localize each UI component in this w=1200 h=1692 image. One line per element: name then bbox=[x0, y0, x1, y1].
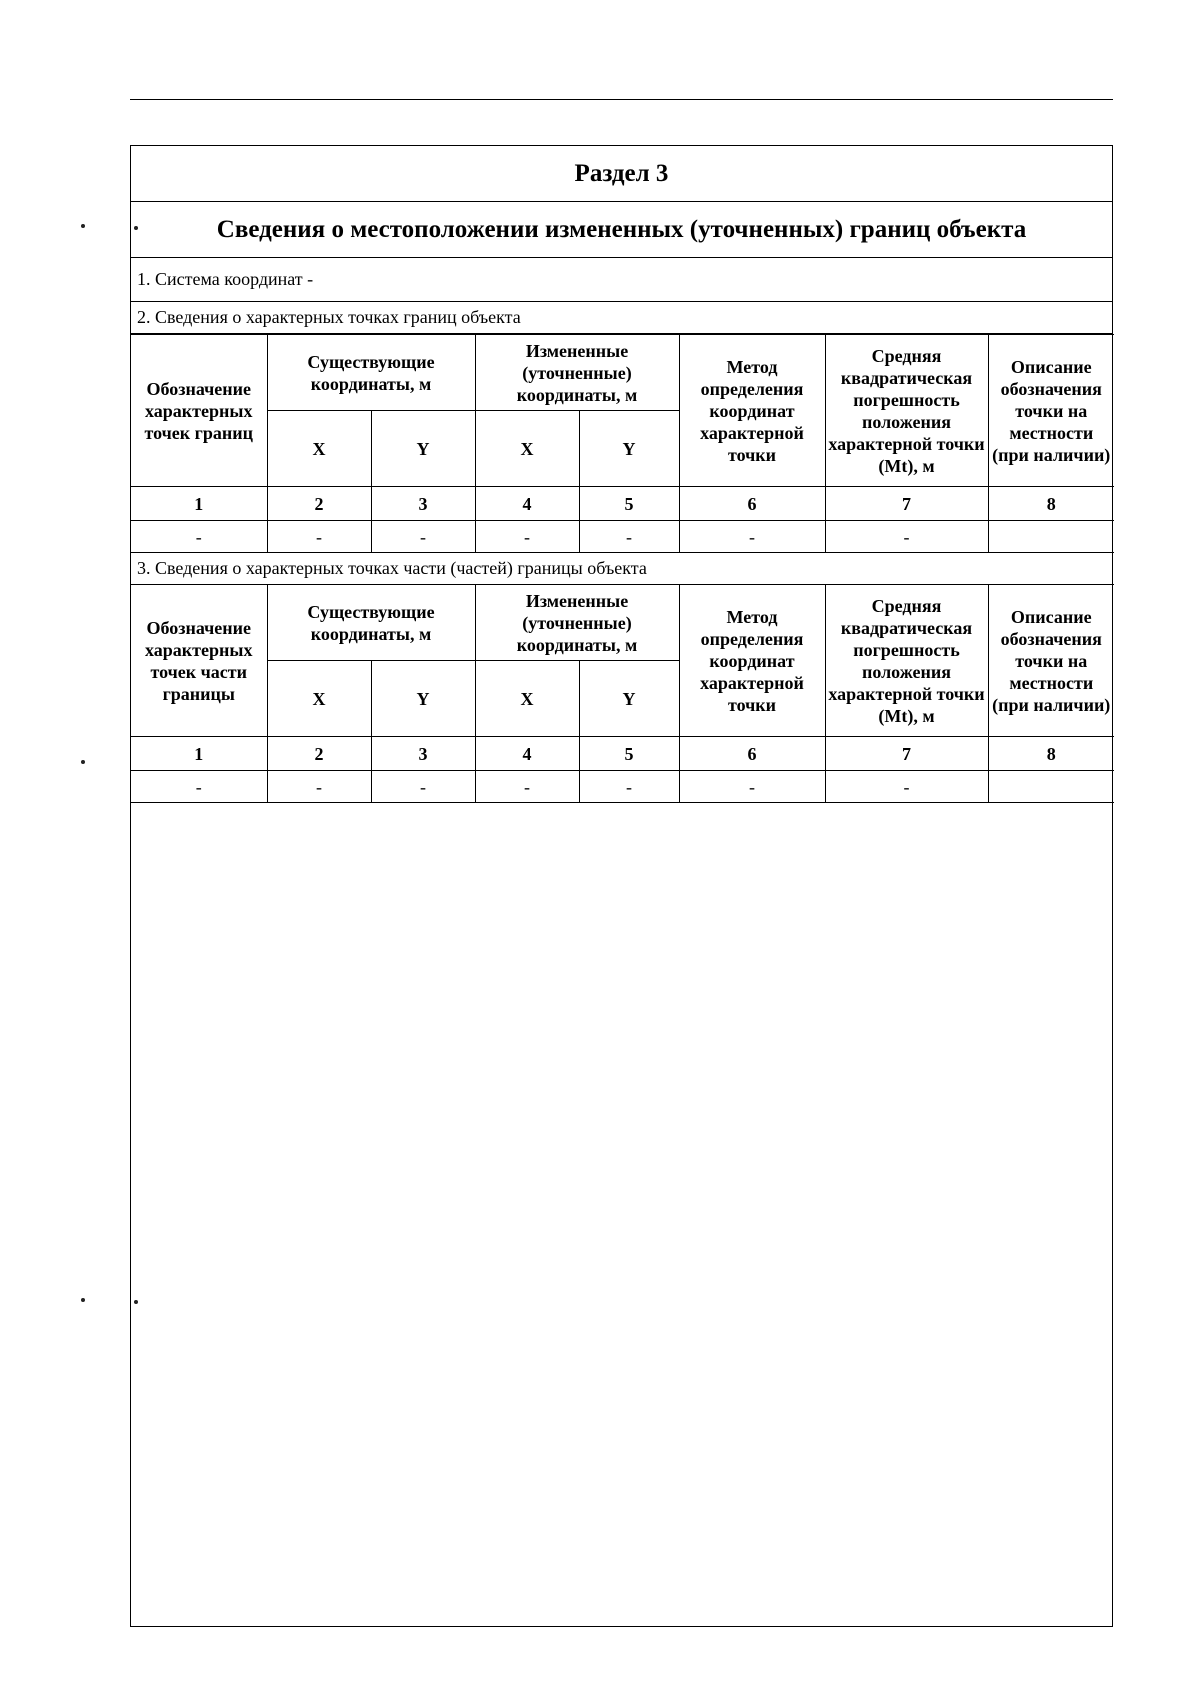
parts-table bbox=[131, 584, 1114, 803]
table-cell: - bbox=[475, 521, 579, 553]
table-cell: - bbox=[825, 521, 988, 553]
header-designation: Обозначение характерных точек части границы bbox=[131, 585, 267, 737]
table-row bbox=[131, 771, 1114, 803]
scan-speck bbox=[134, 1300, 138, 1304]
top-rule bbox=[130, 99, 1113, 100]
scan-speck bbox=[134, 226, 138, 230]
column-number: 2 bbox=[267, 737, 371, 771]
table-cell: - bbox=[267, 771, 371, 803]
column-number: 2 bbox=[267, 487, 371, 521]
table-cell: - bbox=[579, 521, 679, 553]
column-number: 7 bbox=[825, 487, 988, 521]
header-x-changed: X bbox=[475, 411, 579, 487]
table-row bbox=[131, 521, 1114, 553]
column-number: 8 bbox=[988, 487, 1114, 521]
parts-table-caption: 3. Сведения о характерных точках части (частей) границы объекта bbox=[137, 557, 647, 578]
table-cell: - bbox=[131, 771, 267, 803]
header-existing-coordinates: Существующие координаты, м bbox=[267, 585, 475, 661]
header-y-changed: Y bbox=[579, 411, 679, 487]
header-method: Метод определения координат характерной точки bbox=[679, 335, 825, 487]
column-number: 5 bbox=[579, 487, 679, 521]
header-changed-coordinates: Измененные (уточненные) координаты, м bbox=[475, 335, 679, 411]
column-number: 3 bbox=[371, 487, 475, 521]
header-description: Описание обозначения точки на местности (при наличии) bbox=[988, 335, 1114, 487]
scan-speck bbox=[81, 1298, 85, 1302]
column-number: 1 bbox=[131, 737, 267, 771]
points-table bbox=[131, 334, 1114, 553]
header-mean-error: Средняя квадратическая погрешность положения характерной точки (Mt), м bbox=[825, 585, 988, 737]
column-number: 4 bbox=[475, 487, 579, 521]
table-cell: - bbox=[475, 771, 579, 803]
section-title: Раздел 3 bbox=[131, 146, 1112, 202]
header-x-existing: X bbox=[267, 661, 371, 737]
table-cell: - bbox=[679, 521, 825, 553]
header-method: Метод определения координат характерной точки bbox=[679, 585, 825, 737]
column-number: 6 bbox=[679, 487, 825, 521]
section-frame bbox=[130, 145, 1113, 1627]
header-y-existing: Y bbox=[371, 411, 475, 487]
scan-speck bbox=[81, 224, 85, 228]
header-designation: Обозначение характерных точек границ bbox=[131, 335, 267, 487]
column-number: 6 bbox=[679, 737, 825, 771]
column-number: 1 bbox=[131, 487, 267, 521]
table-cell: - bbox=[131, 521, 267, 553]
section-subtitle: Сведения о местоположении измененных (уточненных) границ объекта bbox=[131, 202, 1112, 258]
header-description: Описание обозначения точки на местности (при наличии) bbox=[988, 585, 1114, 737]
header-y-changed: Y bbox=[579, 661, 679, 737]
table-cell: - bbox=[371, 771, 475, 803]
points-table-caption: 2. Сведения о характерных точках границ объекта bbox=[131, 302, 1112, 334]
scan-speck bbox=[81, 760, 85, 764]
table-cell: - bbox=[825, 771, 988, 803]
table-cell: - bbox=[579, 771, 679, 803]
column-number: 3 bbox=[371, 737, 475, 771]
column-number: 4 bbox=[475, 737, 579, 771]
table-cell bbox=[988, 771, 1114, 803]
table-cell: - bbox=[679, 771, 825, 803]
header-x-changed: X bbox=[475, 661, 579, 737]
table-cell bbox=[988, 521, 1114, 553]
coordinate-system-line: 1. Система координат - bbox=[131, 258, 1112, 302]
table-cell: - bbox=[371, 521, 475, 553]
header-changed-coordinates: Измененные (уточненные) координаты, м bbox=[475, 585, 679, 661]
column-number: 7 bbox=[825, 737, 988, 771]
header-existing-coordinates: Существующие координаты, м bbox=[267, 335, 475, 411]
header-mean-error: Средняя квадратическая погрешность положения характерной точки (Mt), м bbox=[825, 335, 988, 487]
column-number: 5 bbox=[579, 737, 679, 771]
table-cell: - bbox=[267, 521, 371, 553]
header-y-existing: Y bbox=[371, 661, 475, 737]
column-number: 8 bbox=[988, 737, 1114, 771]
header-x-existing: X bbox=[267, 411, 371, 487]
